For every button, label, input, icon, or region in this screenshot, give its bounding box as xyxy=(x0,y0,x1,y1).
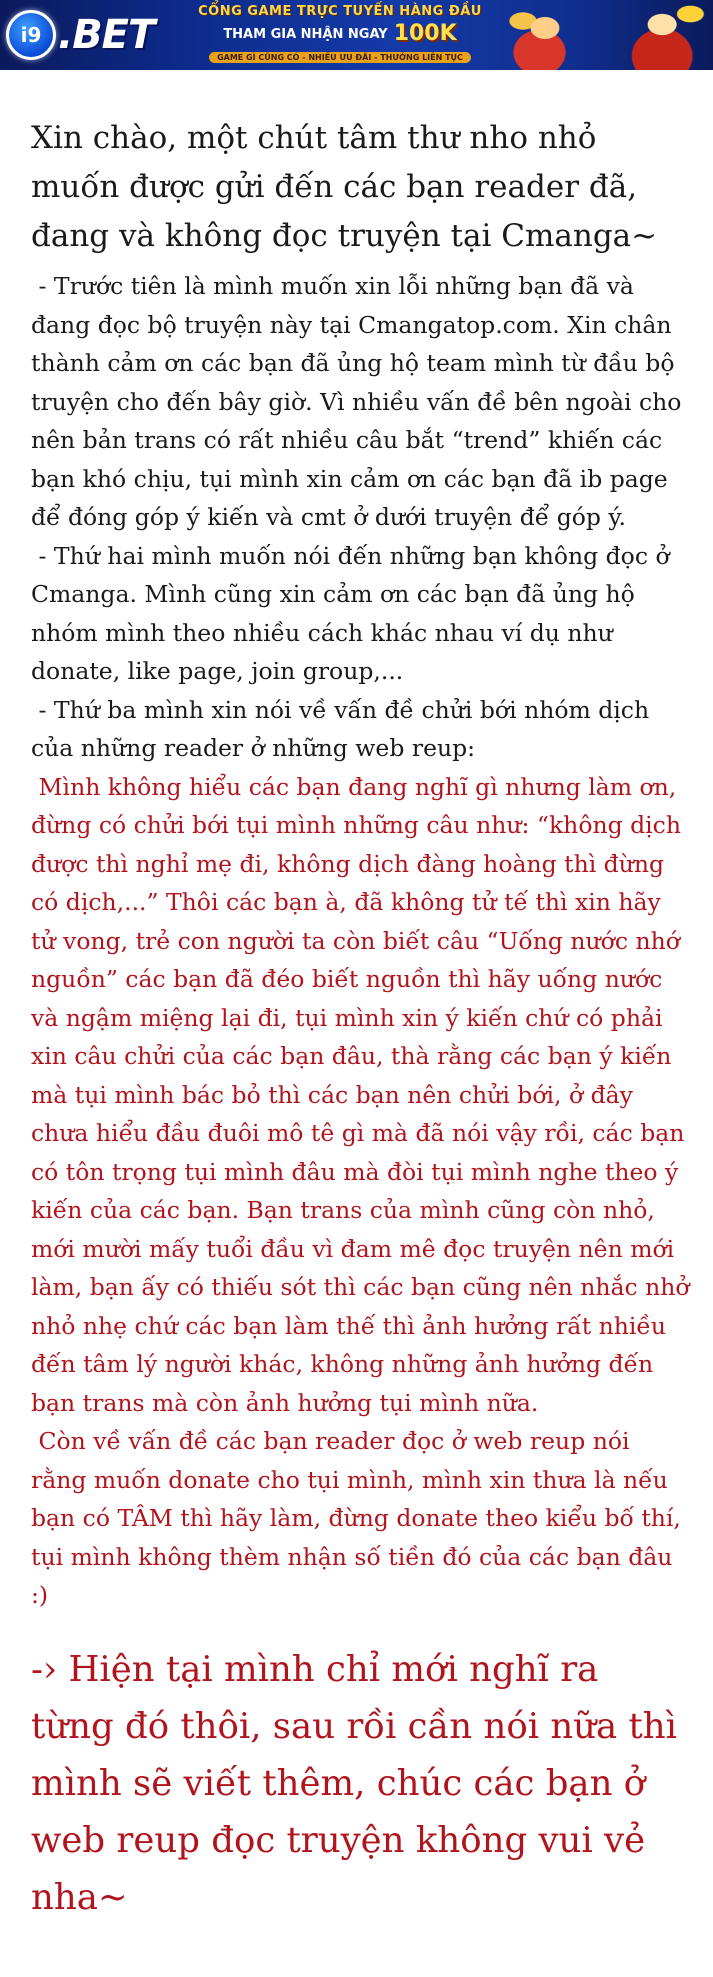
mascot-god-of-wealth-image xyxy=(600,0,713,70)
promo-offer xyxy=(190,23,490,45)
letter-title: Xin chào, một chút tâm thư nho nhỏ muốn được gửi đến các bạn reader đã, đang và không đọc truyện tại Cmanga~ xyxy=(31,120,658,254)
paragraph-reup-intro: - Thứ ba mình xin nói về vấn đề chửi bới nhóm dịch của những reader ở những web reup: xyxy=(31,695,657,762)
paragraph-donate: Còn về vấn đề các bạn reader đọc ở web reup nói rằng muốn donate cho tụi mình, mình xin thưa là nếu bạn có TÂM thì hãy làm, đừng donate theo kiểu bố thí, tụi mình không thèm nhận số tiền đó của các bạn đâu :) xyxy=(31,1427,689,1609)
promo-tagline: GAME GÌ CŨNG CÓ - NHIỀU ƯU ĐÃI - THƯỞNG LIÊN TỤC xyxy=(209,52,471,63)
ad-banner[interactable] xyxy=(0,0,713,70)
letter-content xyxy=(31,114,698,1926)
logo-text: .BET xyxy=(58,12,155,58)
paragraph-apology: - Trước tiên là mình muốn xin lỗi những bạn đã và đang đọc bộ truyện này tại Cmangatop.com. Xin chân thành cảm ơn các bạn đã ủng hộ team mình từ đầu bộ truyện cho đến bây giờ. Vì nhiều vấn đề bên ngoài cho nên bản trans có rất nhiều câu bắt “trend” khiến các bạn khó chịu, tụi mình xin cảm ơn các bạn đã ib page để đóng góp ý kiến và cmt ở dưới truyện để góp ý. xyxy=(31,272,689,531)
i9bet-logo[interactable] xyxy=(6,6,154,64)
closing-message: -› Hiện tại mình chỉ mới nghĩ ra từng đó thôi, sau rồi cần nói nữa thì mình sẽ viết thêm, chúc các bạn ở web reup đọc truyện không vui vẻ nha~ xyxy=(31,1648,677,1918)
promo-headline: CỔNG GAME TRỰC TUYẾN HÀNG ĐẦU xyxy=(198,4,482,19)
paragraph-reup-complaint: Mình không hiểu các bạn đang nghĩ gì nhưng làm ơn, đừng có chửi bới tụi mình những câu như: “không dịch được thì nghỉ mẹ đi, không dịch đàng hoàng thì đừng có dịch,...” Thôi các bạn à, đã không tử tế thì xin hãy tử vong, trẻ con người ta còn biết câu “Uống nước nhớ nguồn” các bạn đã đéo biết nguồn thì hãy uống nước và ngậm miệng lại đi, tụi mình xin ý kiến chứ có phải xin câu chửi của các bạn đâu, thà rằng các bạn ý kiến mà tụi mình bác bỏ thì các bạn nên chửi bới, ở đây chưa hiểu đầu đuôi mô tê gì mà đã nói vậy rồi, các bạn có tôn trọng tụi mình đâu mà đòi tụi mình nghe theo ý kiến của các bạn. Bạn trans của mình cũng còn nhỏ, mới mười mấy tuổi đầu vì đam mê đọc truyện nên mới làm, bạn ấy có thiếu sót thì các bạn cũng nên nhắc nhở nhỏ nhẹ chứ các bạn làm thế thì ảnh hưởng rất nhiều đến tâm lý người khác, không những ảnh hưởng đến bạn trans mà còn ảnh hưởng tụi mình nữa. xyxy=(31,772,698,1417)
promo-block[interactable] xyxy=(190,4,490,64)
paragraph-thanks: - Thứ hai mình muốn nói đến những bạn không đọc ở Cmanga. Mình cũng xin cảm ơn các bạn đã ủng hộ nhóm mình theo nhiều cách khác nhau ví dụ như donate, like page, join group,... xyxy=(31,541,678,685)
mascot-girl-image xyxy=(490,0,600,70)
promo-amount: 100K xyxy=(393,21,457,46)
logo-badge-icon: i9 xyxy=(6,10,56,60)
promo-label: THAM GIA NHẬN NGAY xyxy=(223,26,388,42)
